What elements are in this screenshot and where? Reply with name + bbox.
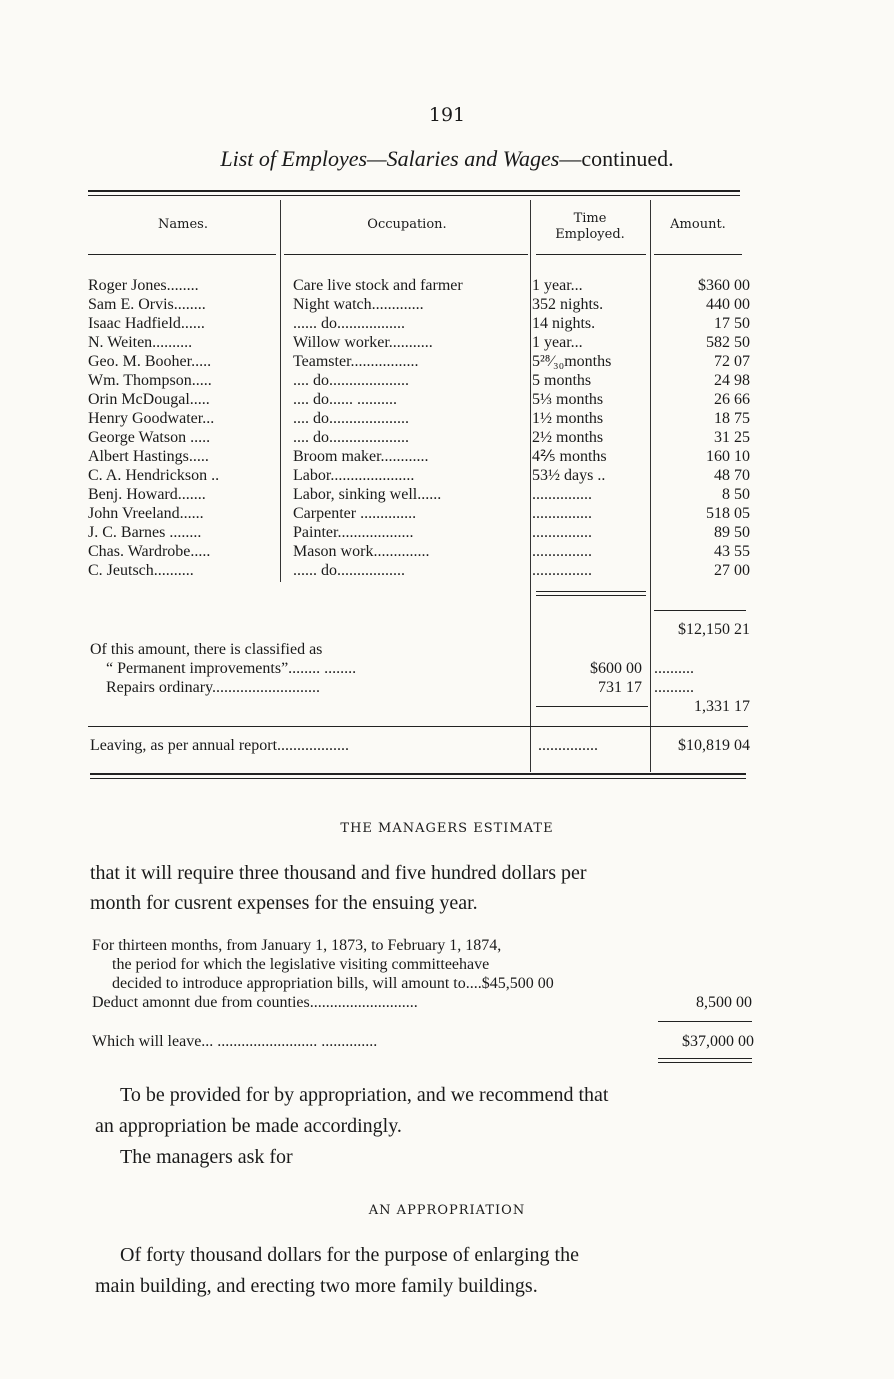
closing-line1: To be provided for by appropriation, and we recommend that xyxy=(120,1084,609,1106)
estimate-heading: THE MANAGERS ESTIMATE xyxy=(340,821,554,836)
employee-name: N. Weiten.......... xyxy=(88,334,193,351)
repairs-label: Repairs ordinary........................... xyxy=(106,679,321,696)
closing-line5: main building, and erecting two more family buildings. xyxy=(95,1275,538,1297)
employee-occupation: Labor, sinking well...... xyxy=(293,486,442,503)
employee-occupation: .... do.................... xyxy=(293,372,409,389)
header-time-line2: Employed. xyxy=(555,227,625,242)
header-rule-amount xyxy=(654,254,742,255)
employee-name: John Vreeland...... xyxy=(88,505,204,522)
employee-amount: 89 50 xyxy=(714,524,750,541)
employee-name: C. Jeutsch.......... xyxy=(88,562,194,579)
employee-time: 2½ months xyxy=(532,429,604,446)
employee-time: ............... xyxy=(532,505,592,522)
employee-amount: 27 00 xyxy=(714,562,750,579)
employee-name: George Watson ..... xyxy=(88,429,211,446)
permanent-improvements-dots: .......... xyxy=(654,660,694,677)
deduct-label: Deduct amonnt due from counties........................... xyxy=(92,994,418,1011)
repairs-value: 731 17 xyxy=(598,679,642,696)
leave-rule xyxy=(658,1058,752,1059)
header-rule-time xyxy=(536,254,646,255)
employee-name: Roger Jones........ xyxy=(88,277,199,294)
page-title xyxy=(0,146,894,172)
table-row xyxy=(88,409,752,428)
estimate-detail-line1: For thirteen months, from January 1, 1873, to February 1, 1874, xyxy=(92,937,502,954)
employee-amount: 18 75 xyxy=(714,410,750,427)
page-number: 191 xyxy=(428,104,466,126)
classified-subtotal: 1,331 17 xyxy=(694,698,750,715)
employee-amount: 8 50 xyxy=(722,486,750,503)
appropriation-heading: AN APPROPRIATION xyxy=(368,1203,526,1218)
employee-name: J. C. Barnes ........ xyxy=(88,524,202,541)
employee-name: Albert Hastings..... xyxy=(88,448,209,465)
leaving-label: Leaving, as per annual report.................. xyxy=(90,737,350,754)
leaving-value: $10,819 04 xyxy=(678,737,750,754)
employee-time: 5²⁸⁄₃₀months xyxy=(532,353,612,370)
employee-amount: 160 10 xyxy=(706,448,750,465)
employee-name: Sam E. Orvis........ xyxy=(88,296,206,313)
title-suffix: —continued. xyxy=(559,146,674,171)
leave-label: Which will leave... ......................... .............. xyxy=(92,1033,378,1050)
employee-occupation: Carpenter .............. xyxy=(293,505,417,522)
employee-name: C. A. Hendrickson .. xyxy=(88,467,220,484)
closing-line3: The managers ask for xyxy=(120,1146,293,1168)
employee-time: 4⅖ months xyxy=(532,448,607,465)
employee-amount: 26 66 xyxy=(714,391,750,408)
employee-amount: 440 00 xyxy=(706,296,750,313)
table-row xyxy=(88,333,752,352)
table-row xyxy=(88,504,752,523)
employee-name: Chas. Wardrobe..... xyxy=(88,543,211,560)
table-row xyxy=(88,276,752,295)
closing-line4: Of forty thousand dollars for the purpose of enlarging the xyxy=(120,1244,579,1266)
permanent-improvements-label: “ Permanent improvements”........ ........ xyxy=(106,660,357,677)
estimate-detail-line3: decided to introduce appropriation bills, will amount to....$45,500 00 xyxy=(112,975,554,992)
table-row xyxy=(88,561,752,580)
leaving-rule xyxy=(88,726,748,727)
leaving-dots: ............... xyxy=(538,737,598,754)
title-italic: List of Employes—Salaries and Wages xyxy=(220,146,560,171)
time-col-total-rule-2 xyxy=(536,595,646,596)
deduct-value: 8,500 00 xyxy=(696,994,752,1011)
employee-time: 14 nights. xyxy=(532,315,596,332)
estimate-paragraph-line1: that it will require three thousand and five hundred dollars per xyxy=(90,862,587,884)
table-row xyxy=(88,352,752,371)
table-row xyxy=(88,371,752,390)
header-names: Names. xyxy=(158,217,208,232)
table-top-rule-2 xyxy=(88,195,740,196)
employee-time: 5⅓ months xyxy=(532,391,604,408)
permanent-improvements-value: $600 00 xyxy=(590,660,642,677)
employee-amount: 17 50 xyxy=(714,315,750,332)
employee-occupation: Night watch............. xyxy=(293,296,424,313)
employee-occupation: Care live stock and farmer xyxy=(293,277,463,294)
employee-occupation: .... do.................... xyxy=(293,410,409,427)
table-top-rule xyxy=(88,190,740,192)
repairs-subtotal-rule xyxy=(536,706,648,707)
employee-name: Orin McDougal..... xyxy=(88,391,210,408)
table-row xyxy=(88,485,752,504)
employee-time: 1 year... xyxy=(532,277,583,294)
leave-rule-2 xyxy=(658,1062,752,1063)
employee-name: Geo. M. Booher..... xyxy=(88,353,212,370)
employee-time: 1½ months xyxy=(532,410,604,427)
employee-time: 5 months xyxy=(532,372,592,389)
table-row xyxy=(88,295,752,314)
deduct-rule xyxy=(658,1021,752,1022)
employee-amount: 31 25 xyxy=(714,429,750,446)
employee-occupation: .... do...... .......... xyxy=(293,391,397,408)
table-row xyxy=(88,466,752,485)
employee-time: ............... xyxy=(532,486,592,503)
closing-line2: an appropriation be made accordingly. xyxy=(95,1115,402,1137)
employee-name: Henry Goodwater... xyxy=(88,410,215,427)
employee-name: Benj. Howard....... xyxy=(88,486,206,503)
employee-occupation: Mason work.............. xyxy=(293,543,430,560)
amount-total-rule xyxy=(654,610,746,611)
employee-time: ............... xyxy=(532,524,592,541)
employee-amount: 72 07 xyxy=(714,353,750,370)
header-rule-names xyxy=(88,254,276,255)
classified-intro: Of this amount, there is classified as xyxy=(90,641,323,658)
employee-time: ............... xyxy=(532,543,592,560)
table-row xyxy=(88,542,752,561)
employee-occupation: Painter................... xyxy=(293,524,414,541)
employee-name: Isaac Hadfield...... xyxy=(88,315,205,332)
employee-amount: 518 05 xyxy=(706,505,750,522)
grand-total: $12,150 21 xyxy=(678,621,750,638)
employee-name: Wm. Thompson..... xyxy=(88,372,212,389)
employee-occupation: ...... do................. xyxy=(293,315,405,332)
header-amount: Amount. xyxy=(670,217,726,232)
time-col-total-rule xyxy=(536,591,646,592)
table-bottom-rule-2 xyxy=(90,778,746,779)
employee-occupation: Labor..................... xyxy=(293,467,415,484)
employee-amount: 24 98 xyxy=(714,372,750,389)
table-row xyxy=(88,390,752,409)
repairs-dots: .......... xyxy=(654,679,694,696)
employee-occupation: ...... do................. xyxy=(293,562,405,579)
employee-amount: 48 70 xyxy=(714,467,750,484)
employee-time: 53½ days .. xyxy=(532,467,606,484)
header-time-line1: Time xyxy=(573,211,607,226)
employee-amount: 582 50 xyxy=(706,334,750,351)
employee-occupation: Willow worker........... xyxy=(293,334,433,351)
table-row xyxy=(88,447,752,466)
estimate-paragraph-line2: month for cusrent expenses for the ensuing year. xyxy=(90,892,478,914)
employee-time: 1 year... xyxy=(532,334,583,351)
header-occupation: Occupation. xyxy=(367,217,447,232)
employee-amount: $360 00 xyxy=(698,277,750,294)
table-row xyxy=(88,428,752,447)
table-row xyxy=(88,523,752,542)
employee-amount: 43 55 xyxy=(714,543,750,560)
estimate-detail-line2: the period for which the legislative visiting committeehave xyxy=(112,956,490,973)
header-rule-occ xyxy=(284,254,528,255)
employee-time: ............... xyxy=(532,562,592,579)
employee-occupation: Broom maker............ xyxy=(293,448,429,465)
employee-time: 352 nights. xyxy=(532,296,604,313)
employee-occupation: .... do.................... xyxy=(293,429,409,446)
employee-occupation: Teamster................. xyxy=(293,353,419,370)
leave-value: $37,000 00 xyxy=(682,1033,754,1050)
table-bottom-rule xyxy=(90,773,746,775)
table-row xyxy=(88,314,752,333)
